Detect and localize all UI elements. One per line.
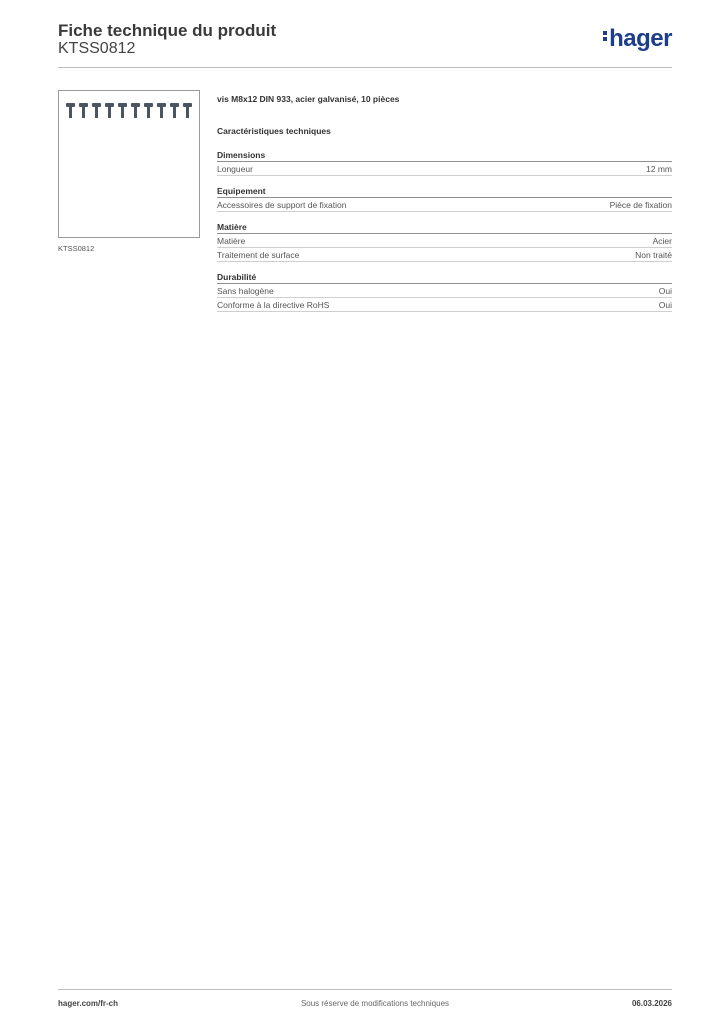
- logo-text: hager: [609, 25, 672, 52]
- specs-heading: Caractéristiques techniques: [217, 126, 331, 136]
- spec-value: Oui: [658, 300, 672, 310]
- spec-row: [217, 284, 672, 298]
- spec-group-dimensions: [217, 150, 672, 176]
- logo-dots-icon: [603, 29, 607, 43]
- spec-row: [217, 298, 672, 312]
- footer-website-link[interactable]: hager.com/fr-ch: [58, 999, 119, 1008]
- page-title: Fiche technique du produit: [58, 21, 277, 40]
- spec-label: Longueur: [217, 164, 253, 174]
- spec-group-title: Dimensions: [217, 150, 672, 162]
- footer-date: 06.03.2026: [631, 999, 672, 1008]
- spec-value: Pièce de fixation: [609, 200, 672, 210]
- product-reference: KTSS0812: [58, 40, 136, 57]
- spec-group-durabilite: [217, 272, 672, 312]
- spec-value: Oui: [658, 286, 672, 296]
- spec-value: Acier: [652, 236, 672, 246]
- spec-row: [217, 198, 672, 212]
- spec-label: Sans halogène: [217, 286, 274, 296]
- footer-divider: [58, 989, 672, 990]
- spec-label: Traitement de surface: [217, 250, 300, 260]
- spec-group-title: Equipement: [217, 186, 672, 198]
- spec-group-title: Matière: [217, 222, 672, 234]
- spec-label: Matière: [217, 236, 246, 246]
- hager-logo: [603, 27, 672, 51]
- product-image: [58, 90, 200, 238]
- spec-value: Non traité: [635, 250, 672, 260]
- spec-label: Conforme à la directive RoHS: [217, 300, 330, 310]
- spec-row: [217, 234, 672, 248]
- spec-row: [217, 248, 672, 262]
- spec-group-equipement: [217, 186, 672, 212]
- spec-label: Accessoires de support de fixation: [217, 200, 347, 210]
- spec-content: [217, 94, 672, 322]
- footer-notice: Sous réserve de modifications techniques: [300, 999, 450, 1008]
- spec-row: [217, 162, 672, 176]
- spec-group-matiere: [217, 222, 672, 262]
- header-divider: [58, 67, 672, 68]
- spec-value: 12 mm: [646, 164, 672, 174]
- product-description: vis M8x12 DIN 933, acier galvanisé, 10 pièces: [217, 94, 400, 104]
- spec-group-title: Durabilité: [217, 272, 672, 284]
- screws-icon: [64, 101, 196, 123]
- image-caption: KTSS0812: [58, 244, 95, 253]
- page-footer: [58, 999, 672, 1008]
